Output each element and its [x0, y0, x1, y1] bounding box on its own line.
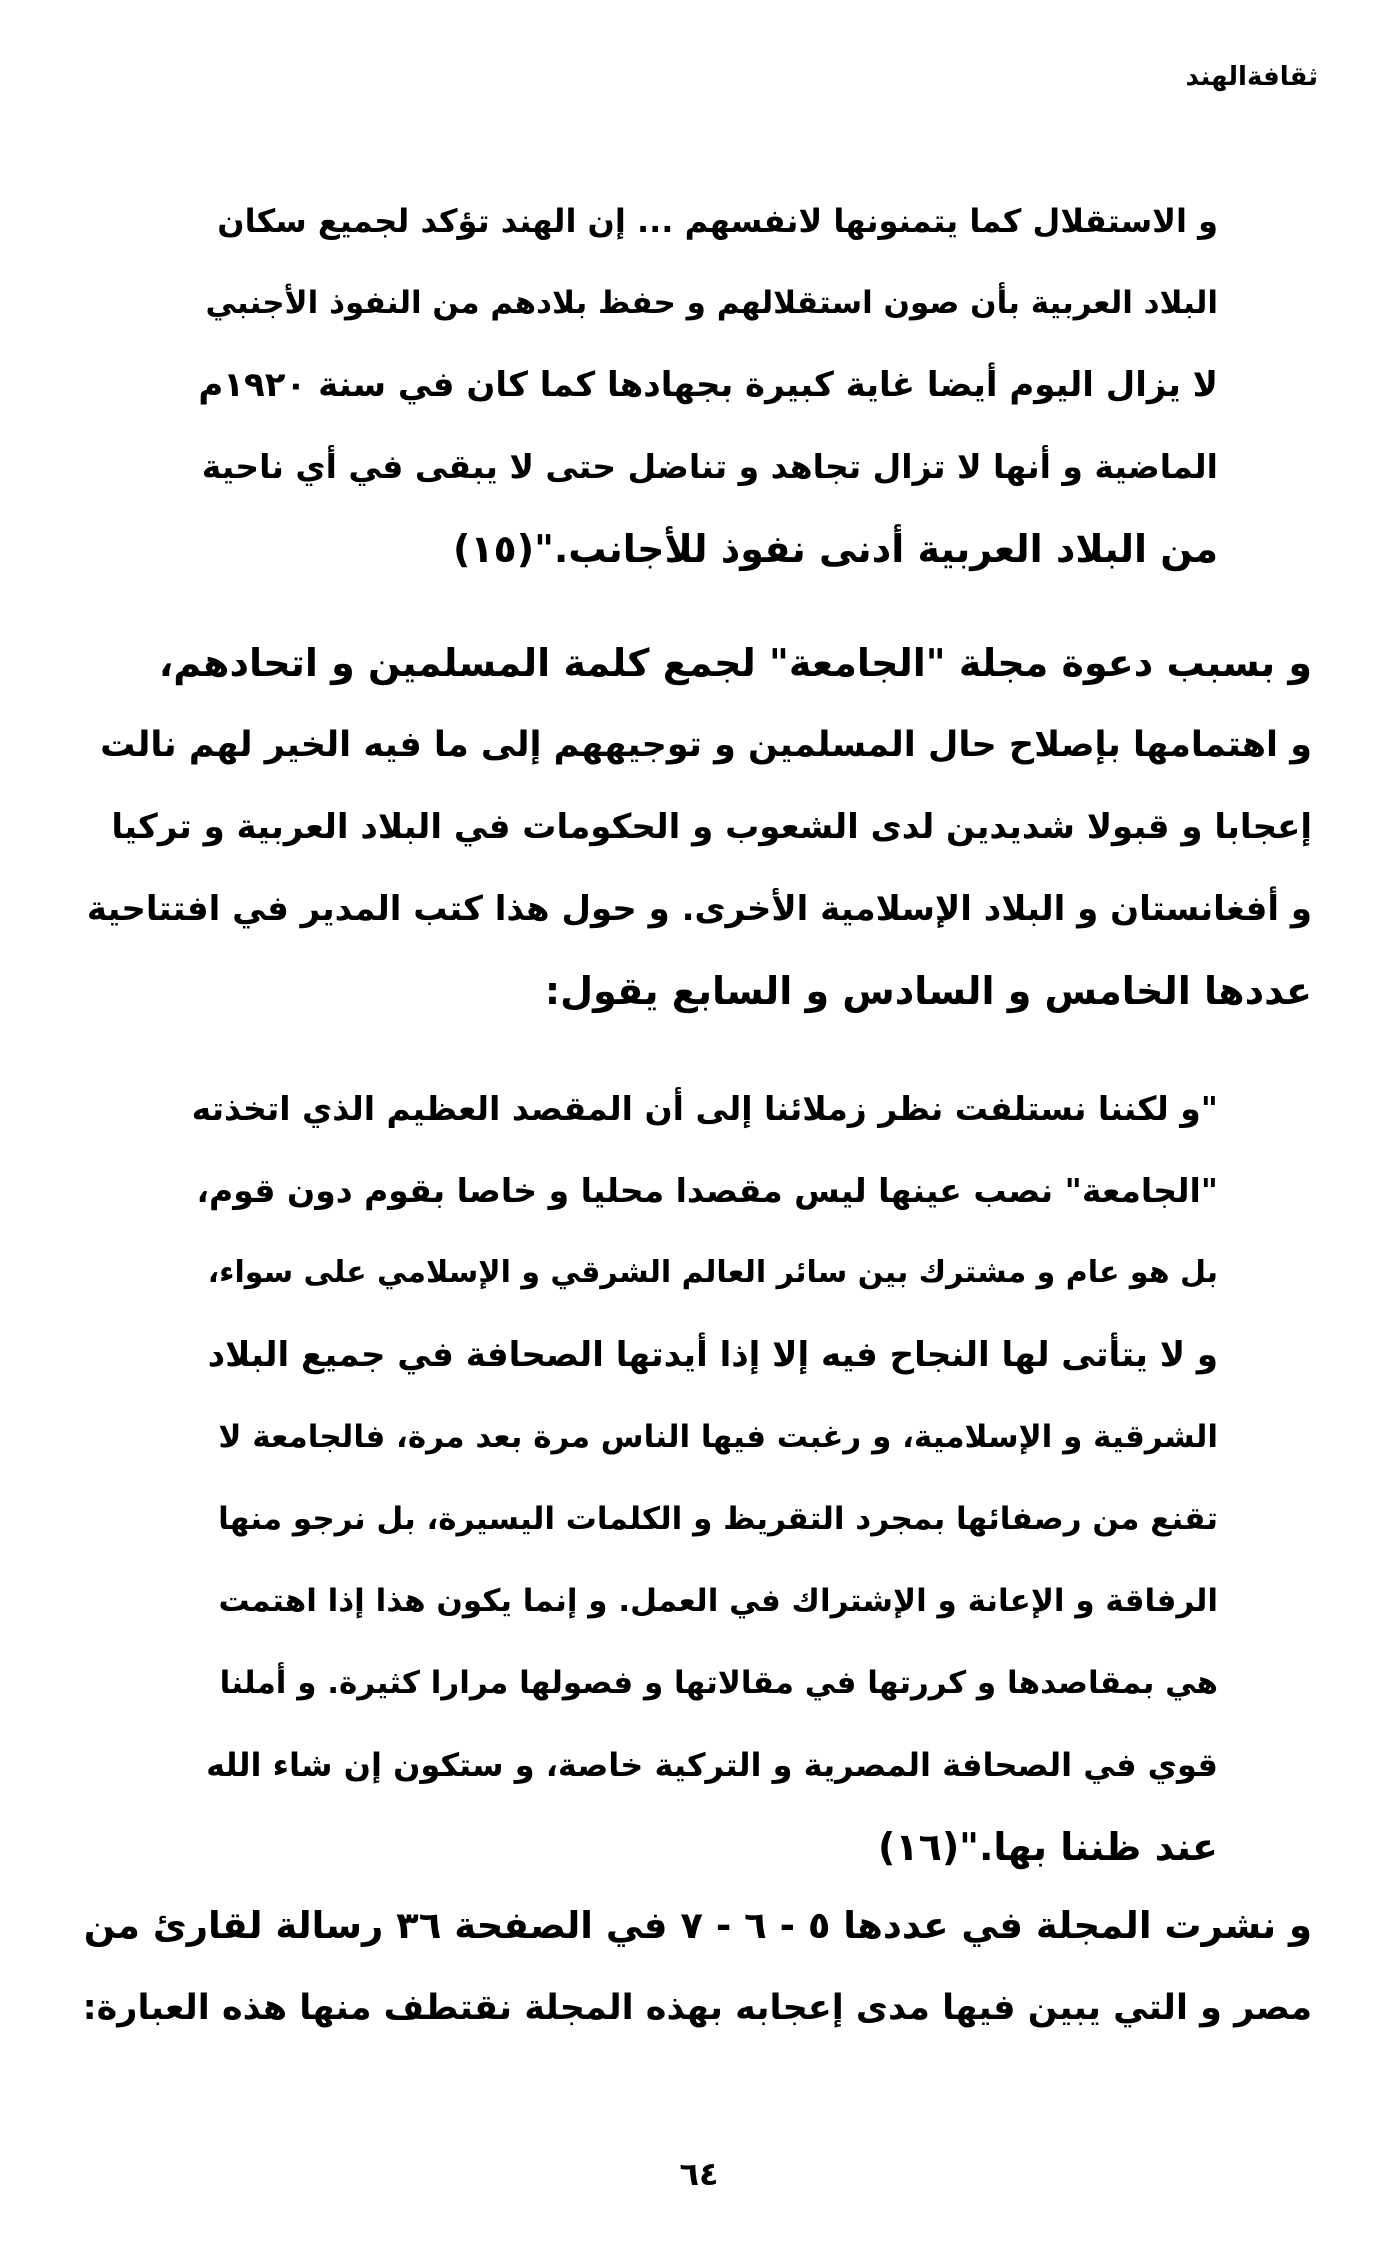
text-line: و نشرت المجلة في عددها ٥ - ٦ - ٧ في الصفحة ٣٦ رسالة لقارئ من: [83, 1904, 1312, 1947]
quote-paragraph-1: [188, 180, 1218, 590]
text-line: الشرقية و الإسلامية، و رغبت فيها الناس مرة بعد مرة، فالجامعة لا: [218, 1419, 1218, 1455]
text-line: البلاد العربية بأن صون استقلالهم و حفظ بلادهم من النفوذ الأجنبي: [205, 285, 1218, 321]
text-line: و أفغانستان و البلاد الإسلامية الأخرى. و حول هذا كتب المدير في افتتاحية: [86, 889, 1312, 929]
text-line: الماضية و أنها لا تزال تجاهد و تناضل حتى لا يبقى في أي ناحية: [201, 447, 1218, 486]
text-line: "الجامعة" نصب عينها ليس مقصدا محليا و خاصا بقوم دون قوم،: [196, 1171, 1218, 1210]
text-line: و بسبب دعوة مجلة "الجامعة" لجمع كلمة المسلمين و اتحادهم،: [158, 641, 1312, 685]
text-line: مصر و التي يبين فيها مدى إعجابه بهذه المجلة نقتطف منها هذه العبارة:: [82, 1988, 1312, 2028]
text-line: و لا يتأتى لها النجاح فيه إلا إذا أيدتها الصحافة في جميع البلاد: [207, 1335, 1218, 1375]
text-line: قوي في الصحافة المصرية و التركية خاصة، و ستكون إن شاء الله: [206, 1746, 1218, 1784]
text-line: تقنع من رصفائها بمجرد التقريظ و الكلمات اليسيرة، بل نرجو منها: [218, 1501, 1218, 1537]
running-header: ثقافةالهند: [1185, 62, 1318, 92]
text-line: لا يزال اليوم أيضا غاية كبيرة بجهادها كما كان في سنة ١٩٢٠م: [198, 365, 1218, 405]
text-line: و اهتمامها بإصلاح حال المسلمين و توجيههم إلى ما فيه الخير لهم نالت: [100, 725, 1312, 765]
text-line: بل هو عام و مشترك بين سائر العالم الشرقي و الإسلامي على سواء،: [207, 1255, 1218, 1290]
text-line: إعجابا و قبولا شديدين لدى الشعوب و الحكومات في البلاد العربية و تركيا: [111, 807, 1312, 847]
text-line: "و لكننا نستلفت نظر زملائنا إلى أن المقصد العظيم الذي اتخذته: [191, 1089, 1218, 1128]
text-line: عددها الخامس و السادس و السابع يقول:: [544, 969, 1312, 1013]
quote-paragraph-2: [188, 1068, 1218, 1888]
text-line: هي بمقاصدها و كررتها في مقالاتها و فصولها مرارا كثيرة. و أملنا: [219, 1665, 1218, 1701]
text-line: عند ظننا بها."(١٦): [878, 1825, 1218, 1869]
page-number: ٦٤: [679, 2155, 719, 2193]
text-line: و الاستقلال كما يتمنونها لانفسهم ... إن الهند تؤكد لجميع سكان: [217, 202, 1218, 240]
text-line: الرفاقة و الإعانة و الإشتراك في العمل. و إنما يكون هذا إذا اهتمت: [218, 1583, 1218, 1619]
text-line: من البلاد العربية أدنى نفوذ للأجانب."(١٥): [452, 527, 1218, 571]
body-paragraph-2: [82, 1885, 1312, 2049]
body-paragraph-1: [82, 622, 1312, 1032]
